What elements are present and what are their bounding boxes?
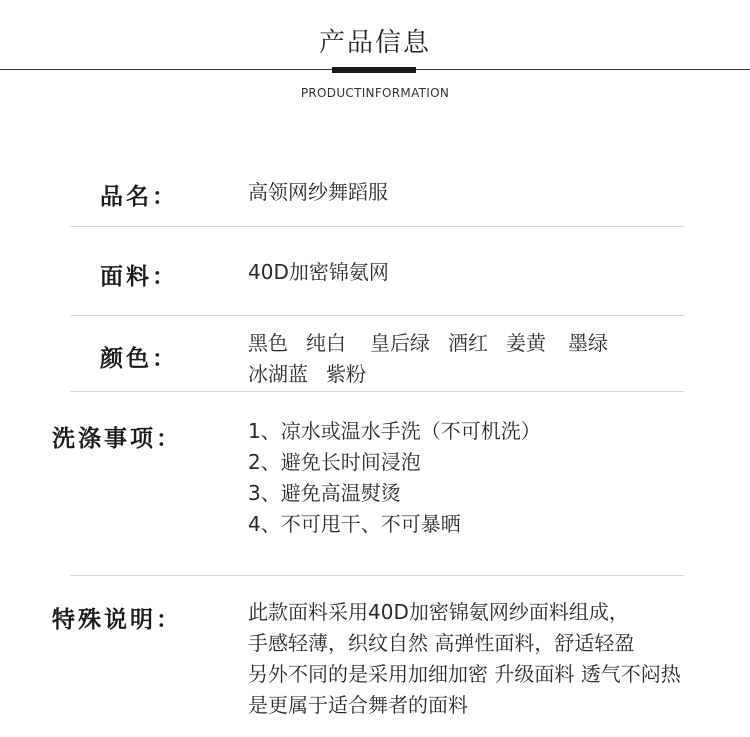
color-line-2 — [248, 359, 626, 390]
notes-text — [248, 597, 681, 721]
notes-line: 手感轻薄，织纹自然 高弹性面料，舒适轻盈 — [248, 631, 635, 655]
notes-line: 此款面料采用40D加密锦氨网纱面料组成， — [248, 600, 629, 624]
fabric-label: 面料： — [100, 264, 178, 290]
divider — [70, 391, 684, 392]
color-item: 酒红 — [448, 331, 488, 355]
color-item: 姜黄 — [506, 331, 546, 355]
color-line-1 — [248, 328, 626, 359]
washing-item: 3、避免高温熨烫 — [248, 481, 401, 505]
washing-item: 1、凉水或温水手洗（不可机洗） — [248, 419, 541, 443]
color-item: 紫粉 — [326, 362, 366, 386]
header-accent-bar — [332, 67, 416, 73]
color-item: 墨绿 — [568, 331, 608, 355]
page-title: 产品信息 — [318, 28, 431, 58]
notes-label: 特殊说明： — [52, 607, 182, 633]
washing-label: 洗涤事项： — [52, 426, 182, 452]
divider — [70, 226, 684, 227]
name-value — [248, 177, 388, 208]
divider — [70, 315, 684, 316]
fabric-value-text: 40D加密锦氨网 — [248, 260, 389, 284]
washing-item: 2、避免长时间浸泡 — [248, 450, 421, 474]
divider — [70, 575, 684, 576]
color-values — [248, 328, 626, 390]
color-item: 冰湖蓝 — [248, 362, 308, 386]
page-subtitle: PRODUCTINFORMATION — [300, 86, 450, 100]
color-item: 皇后绿 — [370, 331, 430, 355]
fabric-value — [248, 257, 389, 288]
name-value-text: 高领网纱舞蹈服 — [248, 180, 388, 204]
washing-list — [248, 416, 541, 540]
washing-item: 4、不可甩干、不可暴晒 — [248, 512, 461, 536]
color-item: 黑色 — [248, 331, 288, 355]
notes-line: 另外不同的是采用加细加密 升级面料 透气不闷热 — [248, 662, 681, 686]
color-label: 颜色： — [100, 346, 178, 372]
color-item: 纯白 — [306, 331, 346, 355]
name-label: 品名： — [100, 184, 178, 210]
notes-line: 是更属于适合舞者的面料 — [248, 693, 468, 717]
